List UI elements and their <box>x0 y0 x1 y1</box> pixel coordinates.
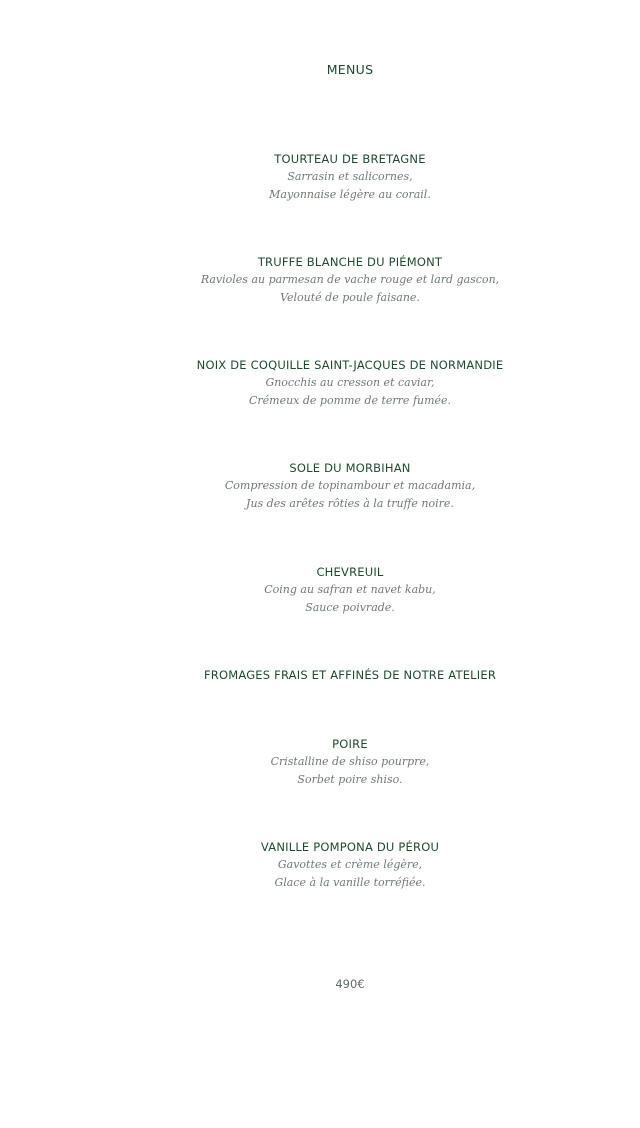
course-name: TRUFFE BLANCHE DU PIÉMONT <box>257 255 443 269</box>
course-description-line: Cristalline de shiso pourpre, <box>270 755 430 768</box>
course-name: TOURTEAU DE BRETAGNE <box>274 152 426 166</box>
course-vanille <box>0 839 640 891</box>
course-name: VANILLE POMPONA DU PÉROU <box>260 840 440 854</box>
course-name: FROMAGES FRAIS ET AFFINÉS DE NOTRE ATELIER <box>203 668 497 682</box>
course-description-line: Gavottes et crème légère, <box>277 858 423 871</box>
course-sole <box>0 460 640 512</box>
menu-price: 490€ <box>335 977 365 991</box>
course-name: POIRE <box>332 737 368 751</box>
menu-title: MENUS <box>326 62 374 77</box>
course-description-line: Mayonnaise légère au corail. <box>269 187 431 201</box>
course-poire <box>0 736 640 788</box>
course-description-line: Gnocchis au cresson et caviar, <box>265 376 435 389</box>
course-description-line: Coing au safran et navet kabu, <box>264 583 436 596</box>
course-truffe <box>0 254 640 306</box>
course-description-line: Compression de topinambour et macadamia, <box>224 479 476 492</box>
course-tourteau <box>0 151 640 203</box>
course-description-line: Glace à la vanille torréfiée. <box>274 875 426 889</box>
course-saint-jacques <box>0 357 640 409</box>
course-fromages <box>0 667 640 684</box>
course-name: SOLE DU MORBIHAN <box>289 461 411 475</box>
course-description-line: Sauce poivrade. <box>305 600 395 614</box>
course-description-line: Ravioles au parmesan de vache rouge et lard gascon, <box>200 273 500 286</box>
course-chevreuil <box>0 564 640 616</box>
course-description-line: Crémeux de pomme de terre fumée. <box>248 393 452 407</box>
course-description-line: Sorbet poire shiso. <box>297 772 403 786</box>
course-description-line: Jus des arêtes rôties à la truffe noire. <box>246 496 454 510</box>
course-description-line: Sarrasin et salicornes, <box>287 170 413 183</box>
course-name: CHEVREUIL <box>316 565 384 579</box>
course-description-line: Velouté de poule faisane. <box>280 290 420 304</box>
course-name: NOIX DE COQUILLE SAINT-JACQUES DE NORMANDIE <box>196 358 504 372</box>
